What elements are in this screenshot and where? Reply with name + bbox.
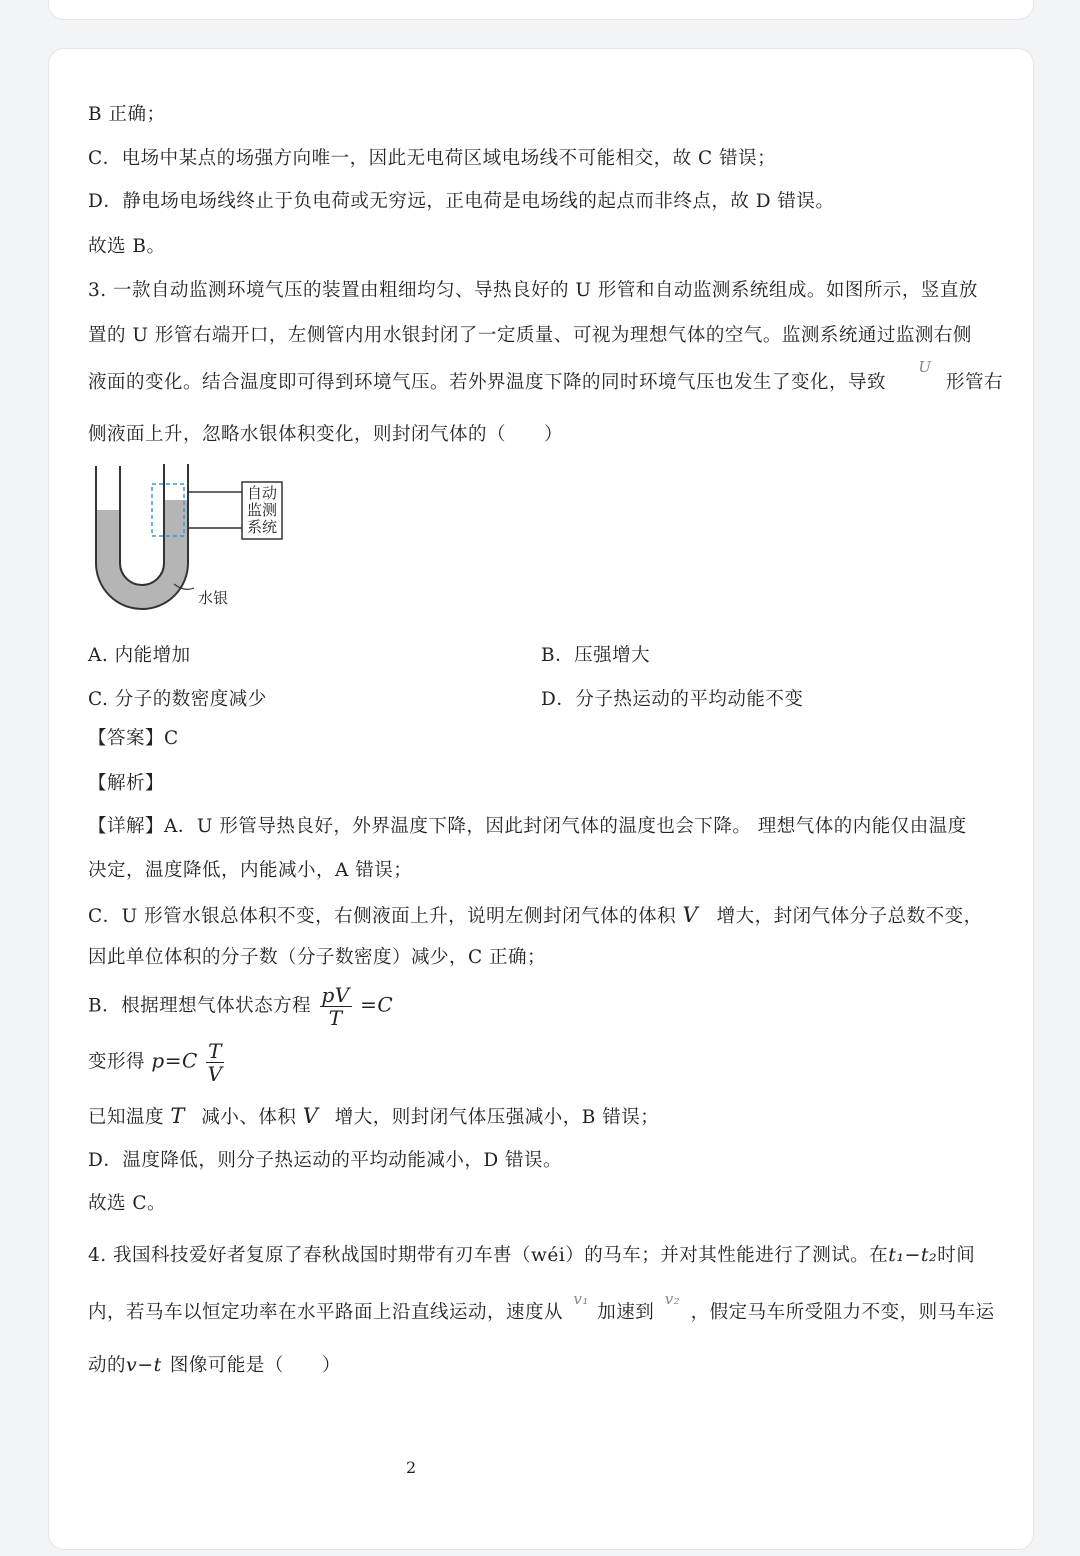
question-3-line: 3. 一款自动监测环境气压的装置由粗细均匀、导热良好的 U 形管和自动监测系统组成。如图所示，竖直放 [88,280,978,301]
text-segment: 4. 我国科技爱好者复原了春秋战国时期带有刃车軎（wéi）的马车；并对其性能进行了测试。在 [88,1245,889,1266]
document-page [48,48,1034,1550]
monitor-label: 系统 [246,518,278,536]
u-tube-diagram [86,458,306,622]
text-segment: 减小、体积 [201,1107,297,1128]
faint-symbol-u: U [918,358,932,376]
analysis-heading: 【解析】 [88,773,165,794]
option-a: A. 内能增加 [88,645,191,666]
text-segment: 已知温度 [88,1107,165,1128]
text-line: B 正确； [88,104,166,125]
text-segment: 增大，则封闭气体压强减小，B 错误； [334,1107,660,1128]
detail-line [88,984,393,1029]
detail-line: 故选 C。 [88,1193,167,1214]
option-b: B．压强增大 [541,645,651,666]
page-number: 2 [406,1458,417,1477]
fraction [206,1040,224,1085]
math-symbol: V [302,1104,319,1128]
math-expression: t₁−t₂ [888,1244,938,1266]
text-segment: 时间 [937,1245,976,1266]
math-symbol: T [170,1104,185,1128]
detail-line: 因此单位体积的分子数（分子数密度）减少，C 正确； [88,947,547,968]
math-expression: v−t [126,1354,162,1376]
option-c: C. 分子的数密度减少 [88,689,267,710]
answer-line: 【答案】C [88,728,179,749]
faint-symbol-v2: v₂ [664,1290,681,1308]
question-3-line [88,358,1003,394]
detail-line [88,903,983,928]
fraction [320,984,352,1029]
text-segment: 形管右 [945,372,1003,393]
math-symbol: V [682,903,699,927]
option-d: D．分子热运动的平均动能不变 [541,689,804,710]
text-segment: 增大，封闭气体分子总数不变， [716,906,983,927]
mercury-label: 水银 [198,589,229,607]
text-line: 故选 B。 [88,236,166,257]
text-segment: 加速到 [597,1302,655,1323]
text-segment: 内，若马车以恒定功率在水平路面上沿直线运动，速度从 [88,1302,564,1323]
monitor-label: 自动 [246,484,278,502]
text-line: C．电场中某点的场强方向唯一，因此无电荷区域电场线不可能相交，故 C 错误； [88,148,777,169]
mercury-fill [96,500,188,609]
question-3-line: 置的 U 形管右端开口，左侧管内用水银封闭了一定质量、可视为理想气体的空气。监测系统通过监测右侧 [88,325,972,346]
question-4-line [88,1290,995,1324]
question-4-line [88,1354,341,1377]
fraction-numerator: pV [321,983,350,1007]
text-segment: 液面的变化。结合温度即可得到环境气压。若外界温度下降的同时环境气压也发生了变化，导致 [88,372,887,393]
detail-line [88,1104,659,1129]
text-segment: 动的 [88,1355,127,1376]
detail-line: 【详解】A．U 形管导热良好，外界温度下降，因此封闭气体的温度也会下降。 理想气体的内能仅由温度 [88,816,967,837]
fraction-numerator: T [208,1039,223,1063]
detail-line [88,1040,226,1085]
fraction-denominator: T [328,1006,343,1030]
monitor-label: 监测 [246,501,278,519]
text-segment: B．根据理想气体状态方程 [88,995,312,1017]
text-segment: 图像可能是（ ） [169,1355,341,1376]
math-expression: =C [360,992,394,1017]
text-segment: 变形得 [88,1051,146,1073]
tube-inner-wall [120,464,164,585]
previous-page-card [48,0,1034,20]
u-tube-figure [86,458,306,618]
faint-symbol-v1: v₁ [573,1290,589,1308]
question-3-line: 侧液面上升，忽略水银体积变化，则封闭气体的（ ） [88,424,564,445]
text-segment: C．U 形管水银总体积不变，右侧液面上升，说明左侧封闭气体的体积 [88,906,677,927]
fraction-denominator: V [207,1062,223,1086]
detail-line: D．温度降低，则分子热运动的平均动能减小，D 错误。 [88,1150,563,1171]
question-4-line [88,1244,975,1267]
math-expression: p=C [151,1048,198,1073]
text-line: D．静电场电场线终止于负电荷或无穷远，正电荷是电场线的起点而非终点，故 D 错误。 [88,191,835,212]
detail-line: 决定，温度降低，内能减小，A 错误； [88,860,413,881]
text-segment: ，假定马车所受阻力不变，则马车运 [690,1302,995,1323]
